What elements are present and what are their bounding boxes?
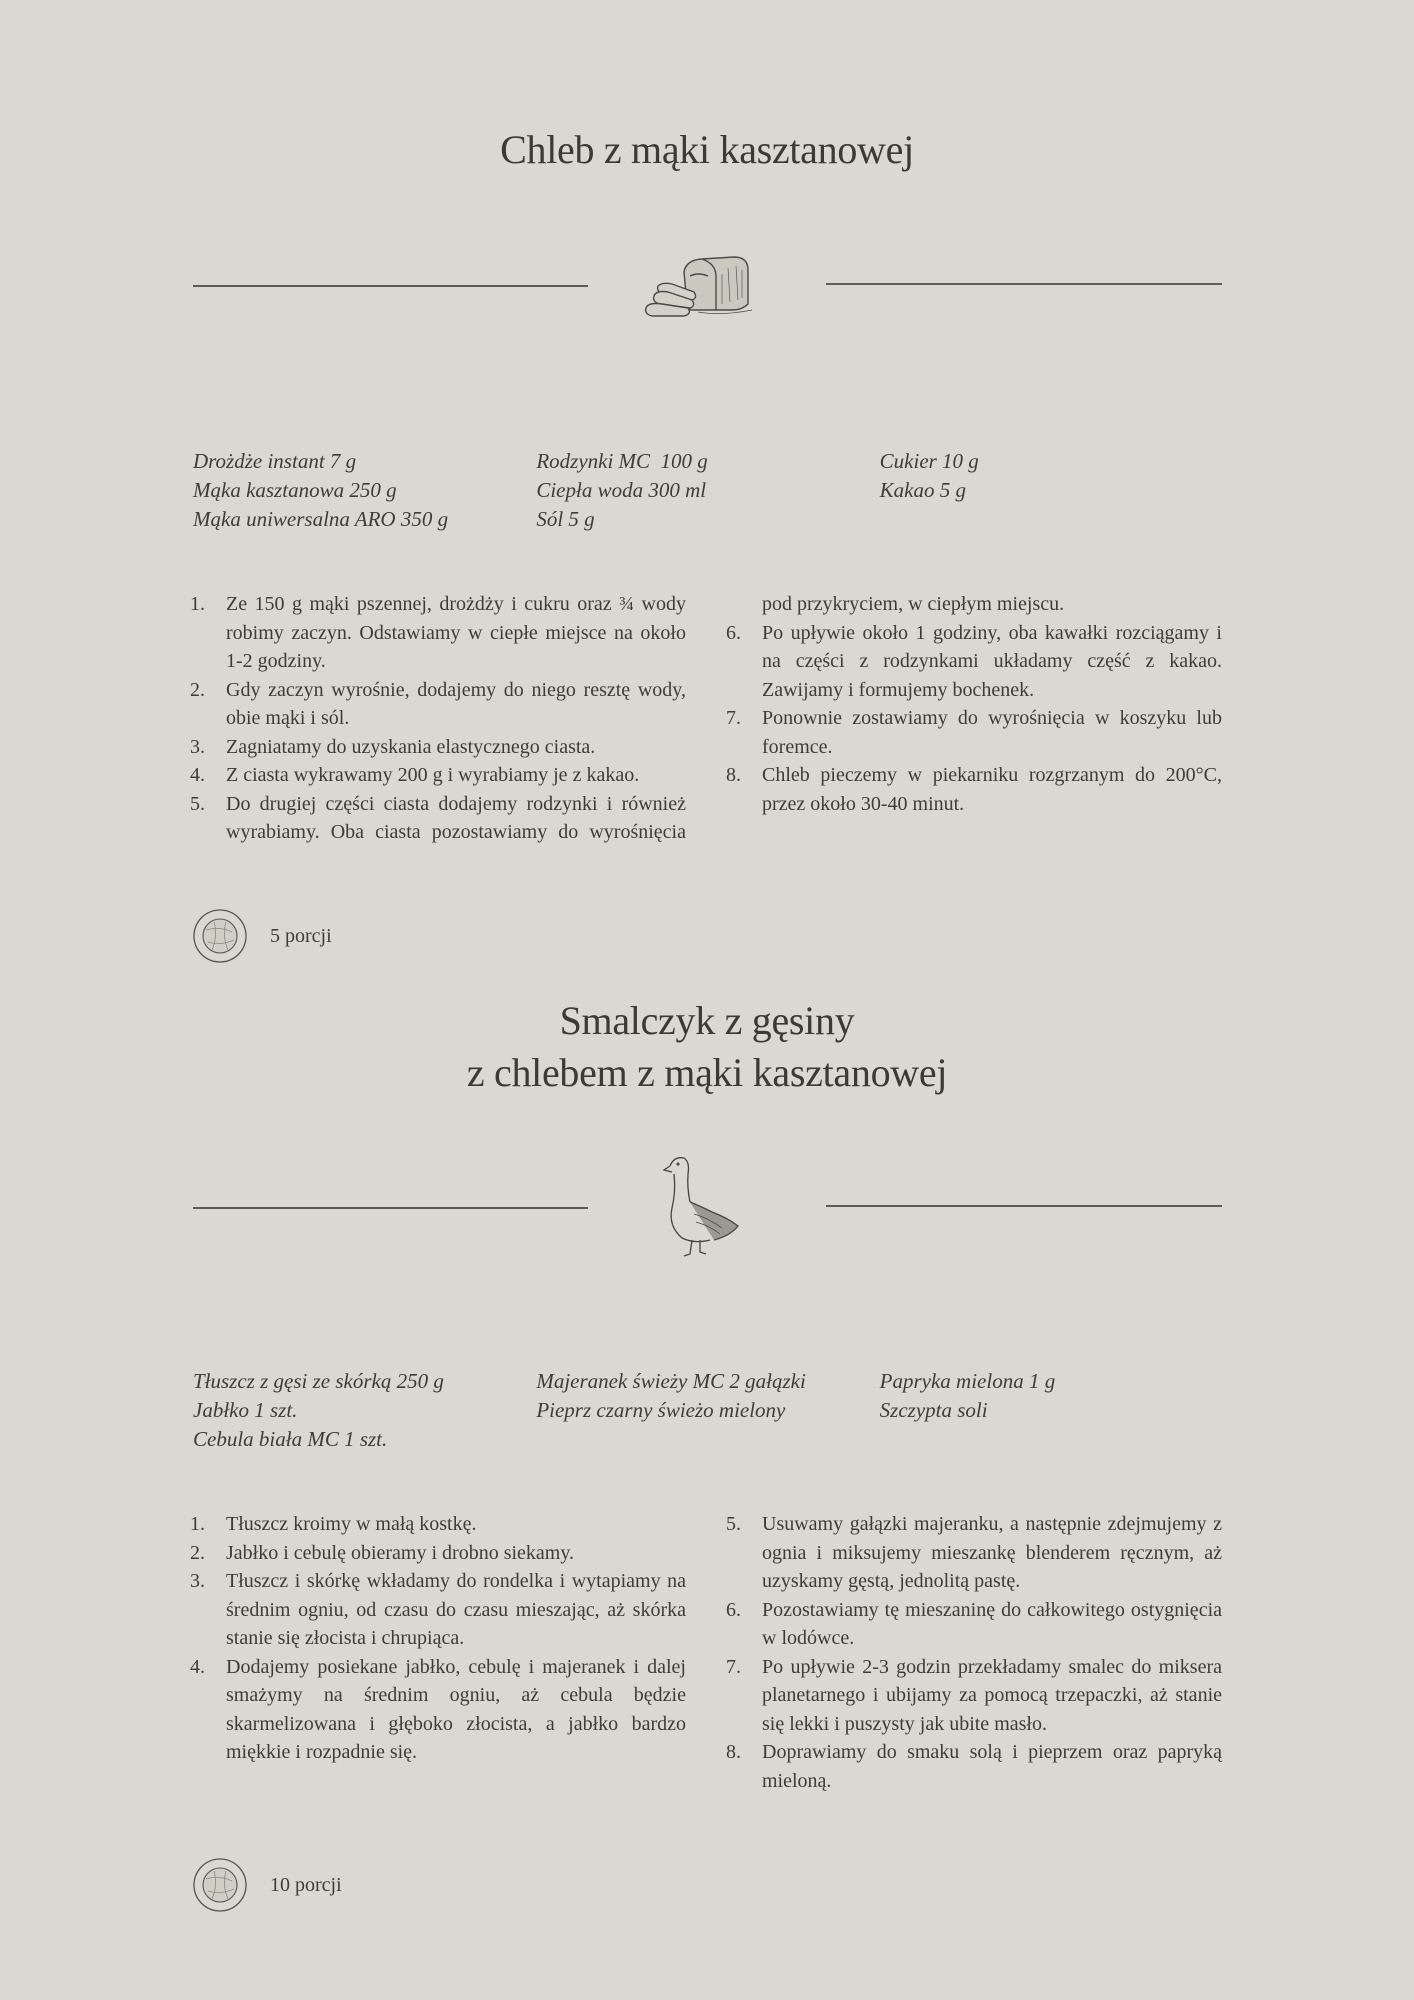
step-number: 1. (190, 593, 205, 615)
step-number: 8. (726, 764, 741, 786)
step-text: Chleb pieczemy w piekarniku rozgrzanym do 200°C, przez około 30-40 minut. (762, 764, 1222, 815)
step-number: 4. (190, 764, 205, 786)
step-number: 2. (190, 1541, 205, 1564)
portions (192, 908, 332, 964)
step-number: 7. (726, 707, 741, 729)
step (726, 1510, 1222, 1596)
ingredient: Cukier 10 g (879, 449, 979, 473)
step (190, 733, 686, 762)
ingredient: Jabłko 1 szt. (193, 1398, 298, 1422)
step-text: Ze 150 g mąki pszennej, drożdży i cukru oraz ¾ wody robimy zaczyn. Odstawiamy w ciepłe miejsce na około 1-2 godziny. (226, 593, 686, 672)
step-number: 4. (190, 1655, 205, 1678)
divider-left (193, 285, 588, 287)
ingredients-column (880, 1367, 1223, 1454)
divider-right (826, 283, 1222, 285)
step (190, 1510, 686, 1539)
ingredients-column (536, 1367, 879, 1454)
step-text: Z ciasta wykrawamy 200 g i wyrabiamy je z kakao. (226, 764, 640, 786)
step-text: Do drugiej części ciasta dodajemy rodzynki i również wyrabiamy. Oba ciasta pozostawiamy do wyrośnięcia pod przykryciem, w ciepłym miejscu. (226, 593, 1065, 843)
step-number: 3. (190, 1570, 205, 1592)
step (726, 1738, 1222, 1795)
step-number: 7. (726, 1655, 741, 1678)
ingredient: Sól 5 g (536, 507, 595, 531)
ingredient: Kakao 5 g (879, 478, 966, 502)
step (726, 704, 1222, 761)
ingredient: Mąka uniwersalna ARO 350 g (193, 507, 449, 531)
steps-list (190, 590, 1222, 850)
step-number: 3. (190, 735, 205, 758)
goose-icon (660, 1152, 750, 1262)
bread-loaf-icon (642, 254, 772, 318)
step (726, 619, 1222, 705)
ingredient: Szczypta soli (879, 1398, 988, 1422)
step-number: 6. (726, 1598, 741, 1621)
step (726, 761, 1222, 818)
portions (192, 1857, 342, 1913)
ingredient: Papryka mielona 1 g (879, 1369, 1056, 1393)
step-text: Ponownie zostawiamy do wyrośnięcia w koszyku lub foremce. (762, 707, 1222, 758)
step-number: 8. (726, 1741, 741, 1763)
ingredients-list (193, 1367, 1223, 1454)
title-line: Chleb z mąki kasztanowej (500, 127, 914, 172)
divider-left (193, 1207, 588, 1209)
step-text: Po upływie 2-3 godzin przekładamy smalec do miksera planetarnego i ubijamy za pomocą trzepaczki, aż stanie się lekki i puszysty jak ubite masło. (762, 1655, 1222, 1735)
ingredient: Tłuszcz z gęsi ze skórką 250 g (193, 1369, 444, 1393)
ingredient: Cebula biała MC 1 szt. (193, 1427, 388, 1451)
portions-label: 5 porcji (270, 924, 332, 947)
step-text: Jabłko i cebulę obieramy i drobno siekamy. (226, 1541, 575, 1564)
step-number: 5. (190, 792, 205, 815)
step-text: Tłuszcz kroimy w małą kostkę. (226, 1513, 477, 1535)
step-number: 6. (726, 621, 741, 644)
step-text: Gdy zaczyn wyrośnie, dodajemy do niego resztę wody, obie mąki i sól. (226, 678, 686, 729)
step-text: Po upływie około 1 godziny, oba kawałki rozciągamy i na części z rodzynkami układamy część z kakao. Zawijamy i formujemy bochenek. (762, 621, 1222, 701)
divider-right (826, 1205, 1222, 1207)
step-number: 2. (190, 678, 205, 701)
recipe-title (0, 124, 1414, 176)
plate-icon (192, 908, 248, 964)
ingredient: Ciepła woda 300 ml (536, 478, 707, 502)
step-number: 1. (190, 1513, 205, 1535)
title-line: z chlebem z mąki kasztanowej (466, 1050, 948, 1095)
step-text: Tłuszcz i skórkę wkładamy do rondelka i wytapiamy na średnim ogniu, od czasu do czasu mieszając, aż skórka stanie się złocista i chrupiąca. (226, 1570, 686, 1649)
ingredients-column (193, 447, 536, 534)
step (190, 1653, 686, 1767)
step (726, 1653, 1222, 1739)
recipe-title (0, 995, 1414, 1099)
step-text: Doprawiamy do smaku solą i pieprzem oraz papryką mieloną. (762, 1741, 1222, 1792)
step-text: Usuwamy gałązki majeranku, a następnie zdejmujemy z ognia i miksujemy mieszankę blenderem ręcznym, aż uzyskamy gęstą, jednolitą pastę. (762, 1513, 1222, 1592)
ingredient: Majeranek świeży MC 2 gałązki (536, 1369, 806, 1393)
ingredient: Rodzynki MC 100 g (536, 449, 708, 473)
step (190, 1539, 686, 1568)
ingredients-column (193, 1367, 536, 1454)
step-text: Dodajemy posiekane jabłko, cebulę i majeranek i dalej smażymy na średnim ogniu, aż cebula będzie skarmelizowana i głęboko złocista, a jabłko bardzo miękkie i rozpadnie się. (226, 1655, 686, 1763)
step (190, 590, 686, 676)
step (726, 1596, 1222, 1653)
step (190, 761, 686, 790)
ingredient: Mąka kasztanowa 250 g (193, 478, 397, 502)
ingredient: Pieprz czarny świeżo mielony (536, 1398, 786, 1422)
title-line: Smalczyk z gęsiny (559, 998, 855, 1043)
ingredients-column (536, 447, 879, 534)
step-text: Pozostawiamy tę mieszaninę do całkowitego ostygnięcia w lodówce. (762, 1598, 1222, 1649)
step (190, 676, 686, 733)
step-number: 5. (726, 1513, 741, 1535)
ingredients-column (880, 447, 1223, 534)
steps-list (190, 1510, 1222, 1800)
step-text: Zagniatamy do uzyskania elastycznego ciasta. (226, 735, 596, 758)
step (190, 1567, 686, 1653)
portions-label: 10 porcji (270, 1873, 342, 1896)
plate-icon (192, 1857, 248, 1913)
ingredient: Drożdże instant 7 g (193, 449, 357, 473)
ingredients-list (193, 447, 1223, 534)
